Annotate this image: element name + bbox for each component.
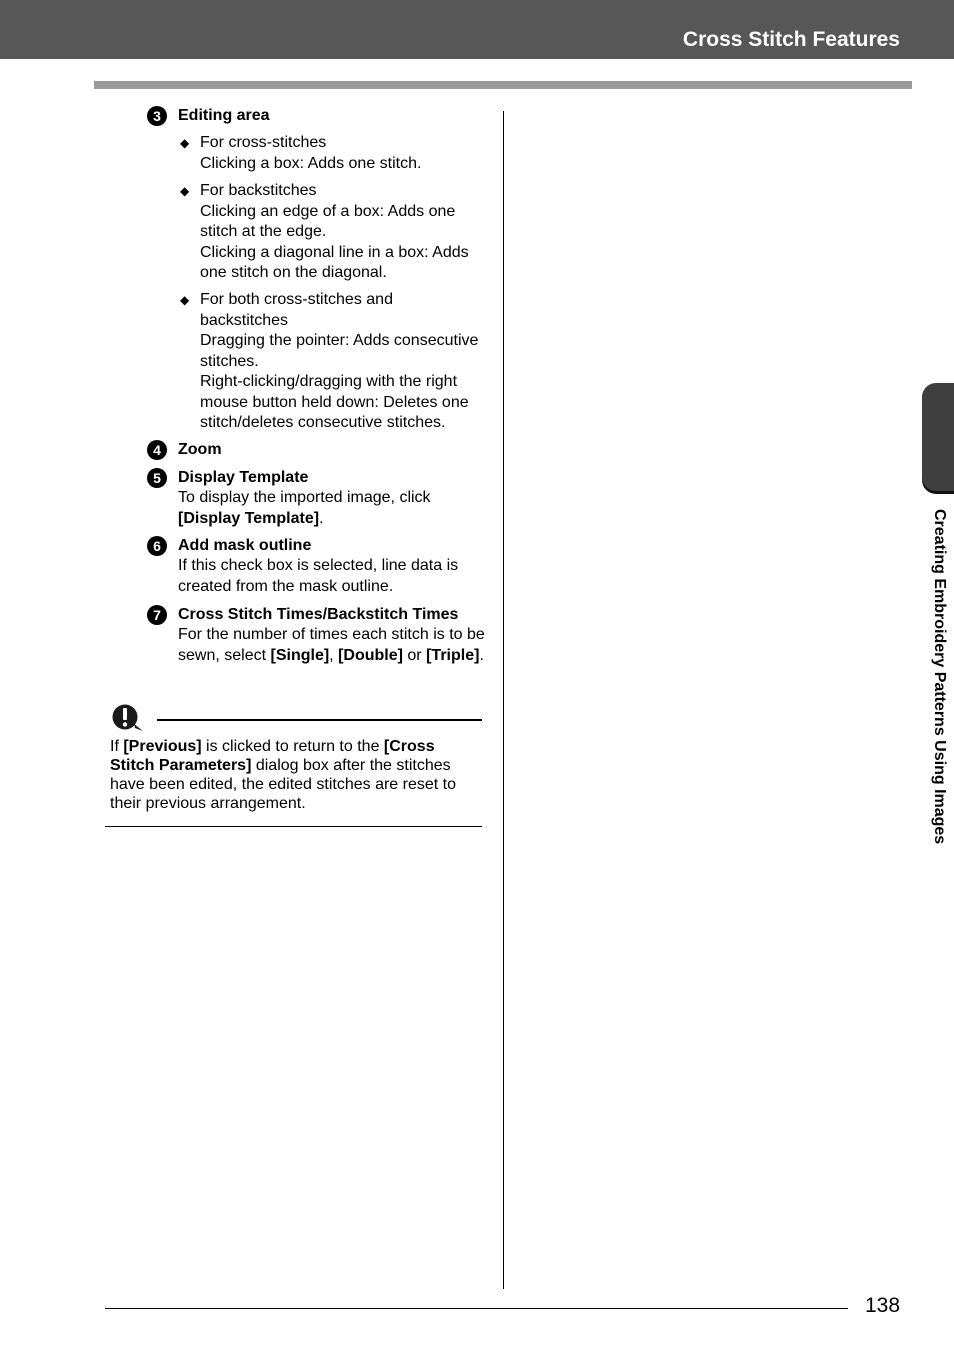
bullet-head: For backstitches [200, 182, 317, 199]
bullet-both [180, 290, 485, 434]
section-add-mask-outline [147, 536, 487, 597]
note-bottom-rule [105, 826, 482, 827]
diamond-bullet-icon: ◆ [180, 293, 190, 307]
section-title: Add mask outline [178, 537, 312, 554]
number-badge: 6 [147, 536, 167, 556]
bullet-head: For cross-stitches [200, 134, 327, 151]
section-stitch-times [147, 605, 487, 666]
column-divider [503, 111, 504, 1289]
bullet-backstitches [180, 181, 485, 284]
section-body: For the number of times each stitch is to be sewn, select [Single], [Double] or [Triple]. [178, 626, 485, 664]
section-title: Zoom [178, 441, 222, 458]
section-zoom [147, 440, 487, 460]
bullet-line: Right-clicking/dragging with the right mouse button held down: Deletes one stitch/deletes consecutive stitches. [200, 373, 469, 431]
page-number: 138 [865, 1294, 901, 1317]
section-title: Cross Stitch Times/Backstitch Times [178, 606, 459, 623]
number-badge: 4 [147, 440, 167, 460]
note-exclamation-icon [110, 704, 146, 732]
section-body: To display the imported image, click [Display Template]. [178, 489, 431, 527]
bullet-cross-stitches [180, 133, 485, 174]
footer-rule [105, 1308, 848, 1309]
page-header-title: Cross Stitch Features [682, 28, 900, 51]
diamond-bullet-icon: ◆ [180, 184, 190, 198]
number-badge: 3 [147, 106, 167, 126]
section-body: If this check box is selected, line data is created from the mask outline. [178, 557, 459, 595]
section-title: Editing area [178, 107, 270, 124]
chapter-tab [922, 383, 954, 491]
section-editing-area [147, 106, 487, 126]
number-badge: 7 [147, 605, 167, 625]
number-badge: 5 [147, 468, 167, 488]
bullet-line: Clicking a diagonal line in a box: Adds one stitch on the diagonal. [200, 243, 469, 281]
bullet-line: Clicking a box: Adds one stitch. [200, 154, 422, 172]
bullet-head: For both cross-stitches and backstitches [200, 291, 393, 329]
section-title: Display Template [178, 469, 309, 486]
note-text: If [Previous] is clicked to return to the [Cross Stitch Parameters] dialog box after the stitches have been edited, the edited stitches are reset to their previous arrangement. [110, 738, 457, 812]
note-rule [157, 719, 482, 721]
diamond-bullet-icon: ◆ [180, 136, 190, 150]
bullet-line: Clicking an edge of a box: Adds one stitch at the edge. [200, 202, 456, 240]
section-display-template [147, 468, 487, 529]
bullet-line: Dragging the pointer: Adds consecutive stitches. [200, 332, 479, 370]
top-rule [94, 81, 912, 89]
chapter-tab-label: Creating Embroidery Patterns Using Images [931, 509, 948, 845]
